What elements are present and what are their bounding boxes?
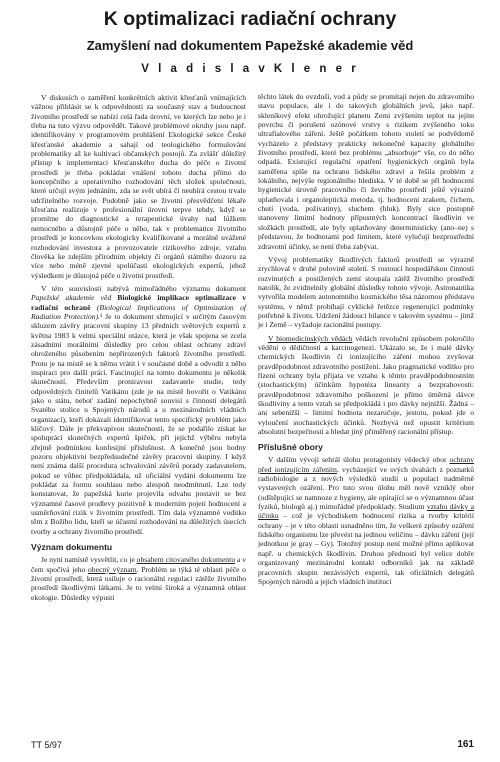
paragraph: Vývoj problematiky škodlivých faktorů prostředí se výrazně zrychloval v druhé polovině století. S rostoucí hospodářskou činností rozvinutých a postižených zemí stoupala zátěž životního prostředí natolik, že zviditelnily globální důsledky tohoto vývoje. Astronautika vytvořila modelem autonomního kosmického těsa názornou představu systému, v němž probíhají cyklické řetězce regenerující podmínky potřebné k životu. Udržení žádoucí bilance v takovém systému – jímž je i Země – vyžaduje racionální postupy. xyxy=(258,254,474,330)
bold-text: Biologické implikace optimalizace v radiační ochraně xyxy=(31,293,246,312)
underlined-text: vztahu dávky a účinku xyxy=(258,502,474,521)
paragraph xyxy=(258,455,474,586)
left-column xyxy=(31,93,246,602)
page-number: 161 xyxy=(457,739,474,750)
text-run: V dalším vývoji sehrál úlohu protagonisty vědecký obor xyxy=(268,455,450,465)
underlined-text: obecný význam xyxy=(88,564,137,574)
underlined-text: obsahem citovaného dokumentu xyxy=(136,555,235,565)
article-title: K optimalizaci radiační ochrany xyxy=(103,8,397,30)
text-run: vědách revoluční způsobem pokročilo vědění o dědičnosti a karcinogenezi. Ukázalo se, že i malé dávky chemických škodlivin či ionizujícího záření mohou zvyšovat pravděpodobnost zdravotního postižení. Jako pragmatické vodítko pro řízení ochrany byla přijata ve vztahu k těmto pravděpodobnostním (stochastickým) účinkům hypotéza linearity a bezprahovosti: pravděpodobnost zdravotního poškození je přímo úměrná dávce škodliviny a tento vztah se předpokládá i pro dávky nejnižší. Žádná – ani sebenižší – limitní hodnota nezaručuje, jestotu, pokud jde o vyloučení stochastických účinků. Nezbyvá než opustit kritérium absolutní bezpečnosti a hledat jiný přiměřený racionální přístup. xyxy=(258,333,474,437)
journal-issue: TT 5/97 xyxy=(31,740,62,750)
underlined-text: V biomedicínských vědách xyxy=(268,333,353,343)
paragraph xyxy=(258,334,474,437)
underlined-text: ochrany před ionizujícím zářením xyxy=(258,455,474,474)
section-heading: Význam dokumentu xyxy=(31,542,113,553)
italic-text: (Biological Implications of Optimization of Radiation Protection). xyxy=(31,302,246,321)
text-run: V této souvislosti nabývá mimořádného významu dokument xyxy=(41,283,246,293)
paragraph xyxy=(31,284,246,536)
text-run: a v čem spočívá jeho xyxy=(31,555,247,574)
paragraph xyxy=(31,555,246,602)
text-run: – což je východiskem hodnocení rizika a tvorby kritérií ochrany – je v této oblasti usnadněno tím, že veškeré způsoby ozáření lidského organismu lze převést na jedinou veličinu – dávku záření (její jednotkou je gray – Gy). Totožný postup není možné přímo aplikovat např. u chemických škodlivin. Druhou předností byl velice dobře organizovaný mezinárodní kontakt odborníků jak na základě pracovních skupin nezávislých expertů, tak oficiálních delegátů Spojených národů a jejich vládních institucí xyxy=(258,511,474,586)
text-run: , vycházející ve svých úvahách z poznatků radiobiologie a z nových výsledků studií u populaci nadměrně vystavených ozáření. Pro tuto svou úlohu měl nově vzniklý obor (odštěpující se namnoze z hygieny, ale opírající se o významnou účast fyziků, biologů aj.) mimořádné předpoklady. Studium xyxy=(258,464,474,512)
text-run: Je nyní namístě vysvětlit, co je xyxy=(41,555,137,565)
paragraph: těchto látek do ovzduší, vod a půdy se promítají nejen do zdravotního stavu populace, ale i do takových globálních jevů, jako např. skleníkový efekt ohrožující planetu Zemi zvýšením teplot na jejím povrchu či porušení ozónové vrstvy s rizikem zvýšeného toku ultrafialového záření. Ještě počátkem tohoto století se podvědomě vycházelo z představy prakticky nekonečné kapacity globálního životního prostředí, které bez problému „absorbuje“ vše, co do něho odpadá. Existující regulační opatření hygienických orgánů byla zaměřena spíše na ochranu lidského zdraví a řešila problém z lokálního, nejvýše regionálního hlediska. V té době se při hodnocení hygienické úrovně pracovního či ževního prostředí ještě výrazně uplatňovala i organoleptická metoda, tj. hodnocení zrakem, čichem, chutí (voda, poživatiny), sluchem (hluk). Byly sice postupně stanoveny limitní hodnoty přípustných koncentrací škodlivin ve složkách prostředí, ale byly uplatňovány deterministicky (ano–ne) s představou, že hodnotami pod limitem, které vylučují bezprostřední zdravotní účinky, se není třeba zabývat. xyxy=(258,92,474,251)
paragraph: V diskusích o zaměření konkrétních aktivit křesťanů vnímajících vážnou přihlásit se k odpovědnosti za současný stav a budoucnost životního prostředí se nabízí celá řada úrovní, ve kterých lze nebo je i třeba na tuto výzvu odpovědět. Takové problémové okruhy jsou např. identifikovány v programovém prohlášení Ekologické sekce České křesťanské akademie a sahají od teologického formulování problematiky až ke kultivaci občanských postojů. Za zvlášť důležitý přístup k implementaci křesťanského ducha do péče o životní prostředí je třeba pokládat vnášení tohoto ducha přímo do koncepčního a operativního rozhodování těch složek společnosti, které určují svým jednáním, zda se svět ubírá či neubírá cestou trvale udržitelného rozvoje. Podobně jako se životní přesvědčení lékaře křesťana realizuje v profesionální úrovni terpve tehdy, když se promítne do diagnostické a terapeutické úvahy nad lůžkem nemocného a důstojně péče o něho, tak v problematice životního prostředí je koncovkou ekologicky kvalifikované a morálně uvážené rozhodování investora a provozovatele rizikového zdroje, vztahu člověka ke zdejším přírodním objekty či orgánů státního dozoru za více nebo méně zjevné spolúčasti ekologických expertů, jehož výsledkem je důstojná péče o životní prostředí. xyxy=(31,93,246,280)
article-subtitle: Zamyšlení nad dokumentem Papežské akademie věd xyxy=(86,38,414,53)
text-run: ¹ Je to dokument shrnující v určitým časovým skluzem závěry pracovní skupiny 13 předních světových expertů z května 1983 k velmi speciální otázce, která je však spojena se zcela zásadními morálními důsledky pro celou oblast ochrany zdraví ohroženého působením nepřirozených faktorů životního prostředí. Proto je na místě se k němu vrátit i v současné době a odvodit z něho inspiraci pro další práci. Fascinující na tomto dokumentu je několik skutečností. Především proniravost zadavatele studie, tedy odpovědných činitelů Vatikánu (zde je na místě hovořit o Vatikánu jako o státu, neboť zadání nepochybně souvisí s činností delegátů Svatého stolice u Spojených národů a u mezinárodních vládních organizací), kteří dokázali identifikovat tento specifický problém jako klíčový. Dále je překvapivou skutečností, že se podařilo získat ke spolupráci skutečných expertů špiček, při jejichž výběru nebyla zřejmě podmínkou konfesijní příslušnost. A konečně jsou hodny pozoru objektivní bezpředsudečné závěry pracovní skupiny. I když není známa další procedura schvalování závěrů porady zadavatelem, pokud se vůbec předpokládala, už oficiální vydání dokumentu lze pokládat za formu souhlasu nebo alespoň neodmítnutí. Lze tedy konstatovat, že papežská kurie projevila odvahu postavit se bez významné časové prodlevy pozitivně k moderním pojetí hodnocení a usměrňování rizik v životním prostředí. Tím dala významné voditko těm z Božího lidu, kteří se účastní rozhodování na důležitých úsecích tvorby a ochrany životního prostředí. xyxy=(31,311,246,536)
article-author: V l a d i s l a v K l e n e r xyxy=(141,63,359,75)
section-heading: Příslušné obory xyxy=(258,442,323,453)
italic-text: Papežské akademie věd xyxy=(31,293,112,303)
right-column xyxy=(258,92,474,586)
text-run: . Problém se týká té oblasti péče o životní prostředí, která usiluje o racionální regulaci zátěže životního prostředí škodlivými látkami. Je to velmi široká a významná oblast ekologie. Důsledky výpustí xyxy=(31,564,246,602)
